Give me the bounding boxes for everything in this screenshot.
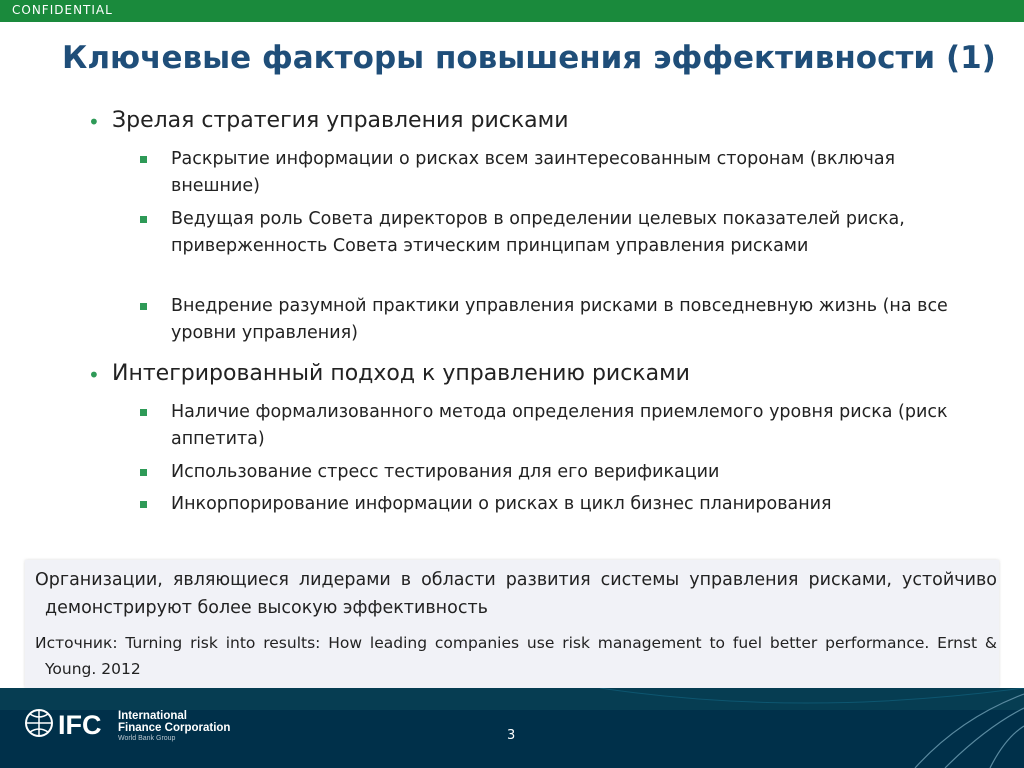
slide-title: Ключевые факторы повышения эффективности (1) [62, 40, 996, 76]
confidential-label: CONFIDENTIAL [12, 3, 113, 17]
page-number: 3 [507, 728, 516, 743]
callout-box [25, 560, 999, 688]
org-line-3: World Bank Group [118, 735, 176, 742]
list-item-text: Внедрение разумной практики управления рисками в повседневную жизнь (на все уровни управления) [171, 296, 948, 343]
world-globe-icon [24, 706, 116, 740]
bullet-square-icon [140, 216, 147, 223]
callout-source: Источник: Turning risk into results: How leading companies use risk management to fuel better performance. Ernst & Young. 2012 [35, 634, 997, 678]
ifc-logo [24, 706, 116, 744]
list-item-text: Наличие формализованного метода определения приемлемого уровня риска (риск аппетита) [171, 402, 948, 449]
org-line-2: Finance Corporation [118, 722, 231, 734]
list-item-text: Инкорпорирование информации о рисках в цикл бизнес планирования [171, 494, 832, 514]
bullet-square-icon [140, 156, 147, 163]
footer-bar [0, 688, 1024, 768]
callout-statement: Организации, являющиеся лидерами в области развития системы управления рисками, устойчиво демонстрируют более высокую эффективность [35, 570, 997, 618]
list-item-text: Ведущая роль Совета директоров в определении целевых показателей риска, приверженность Совета этическим принципам управления рисками [171, 209, 905, 256]
top-banner [0, 0, 1024, 22]
bullet-dot: • [88, 110, 100, 134]
ifc-logo-text: IFC [58, 710, 102, 740]
section-heading-text: Зрелая стратегия управления рисками [112, 108, 569, 133]
bullet-square-icon [140, 501, 147, 508]
bullet-square-icon [140, 469, 147, 476]
section-heading-text: Интегрированный подход к управлению рисками [112, 361, 690, 386]
list-item-text: Раскрытие информации о рисках всем заинтересованным сторонам (включая внешние) [171, 149, 896, 196]
bullet-dot: • [88, 363, 100, 387]
org-line-1: International [118, 710, 188, 722]
bullet-square-icon [140, 303, 147, 310]
bullet-square-icon [140, 409, 147, 416]
org-name [118, 710, 230, 744]
list-item-text: Использование стресс тестирования для его верификации [171, 462, 720, 482]
